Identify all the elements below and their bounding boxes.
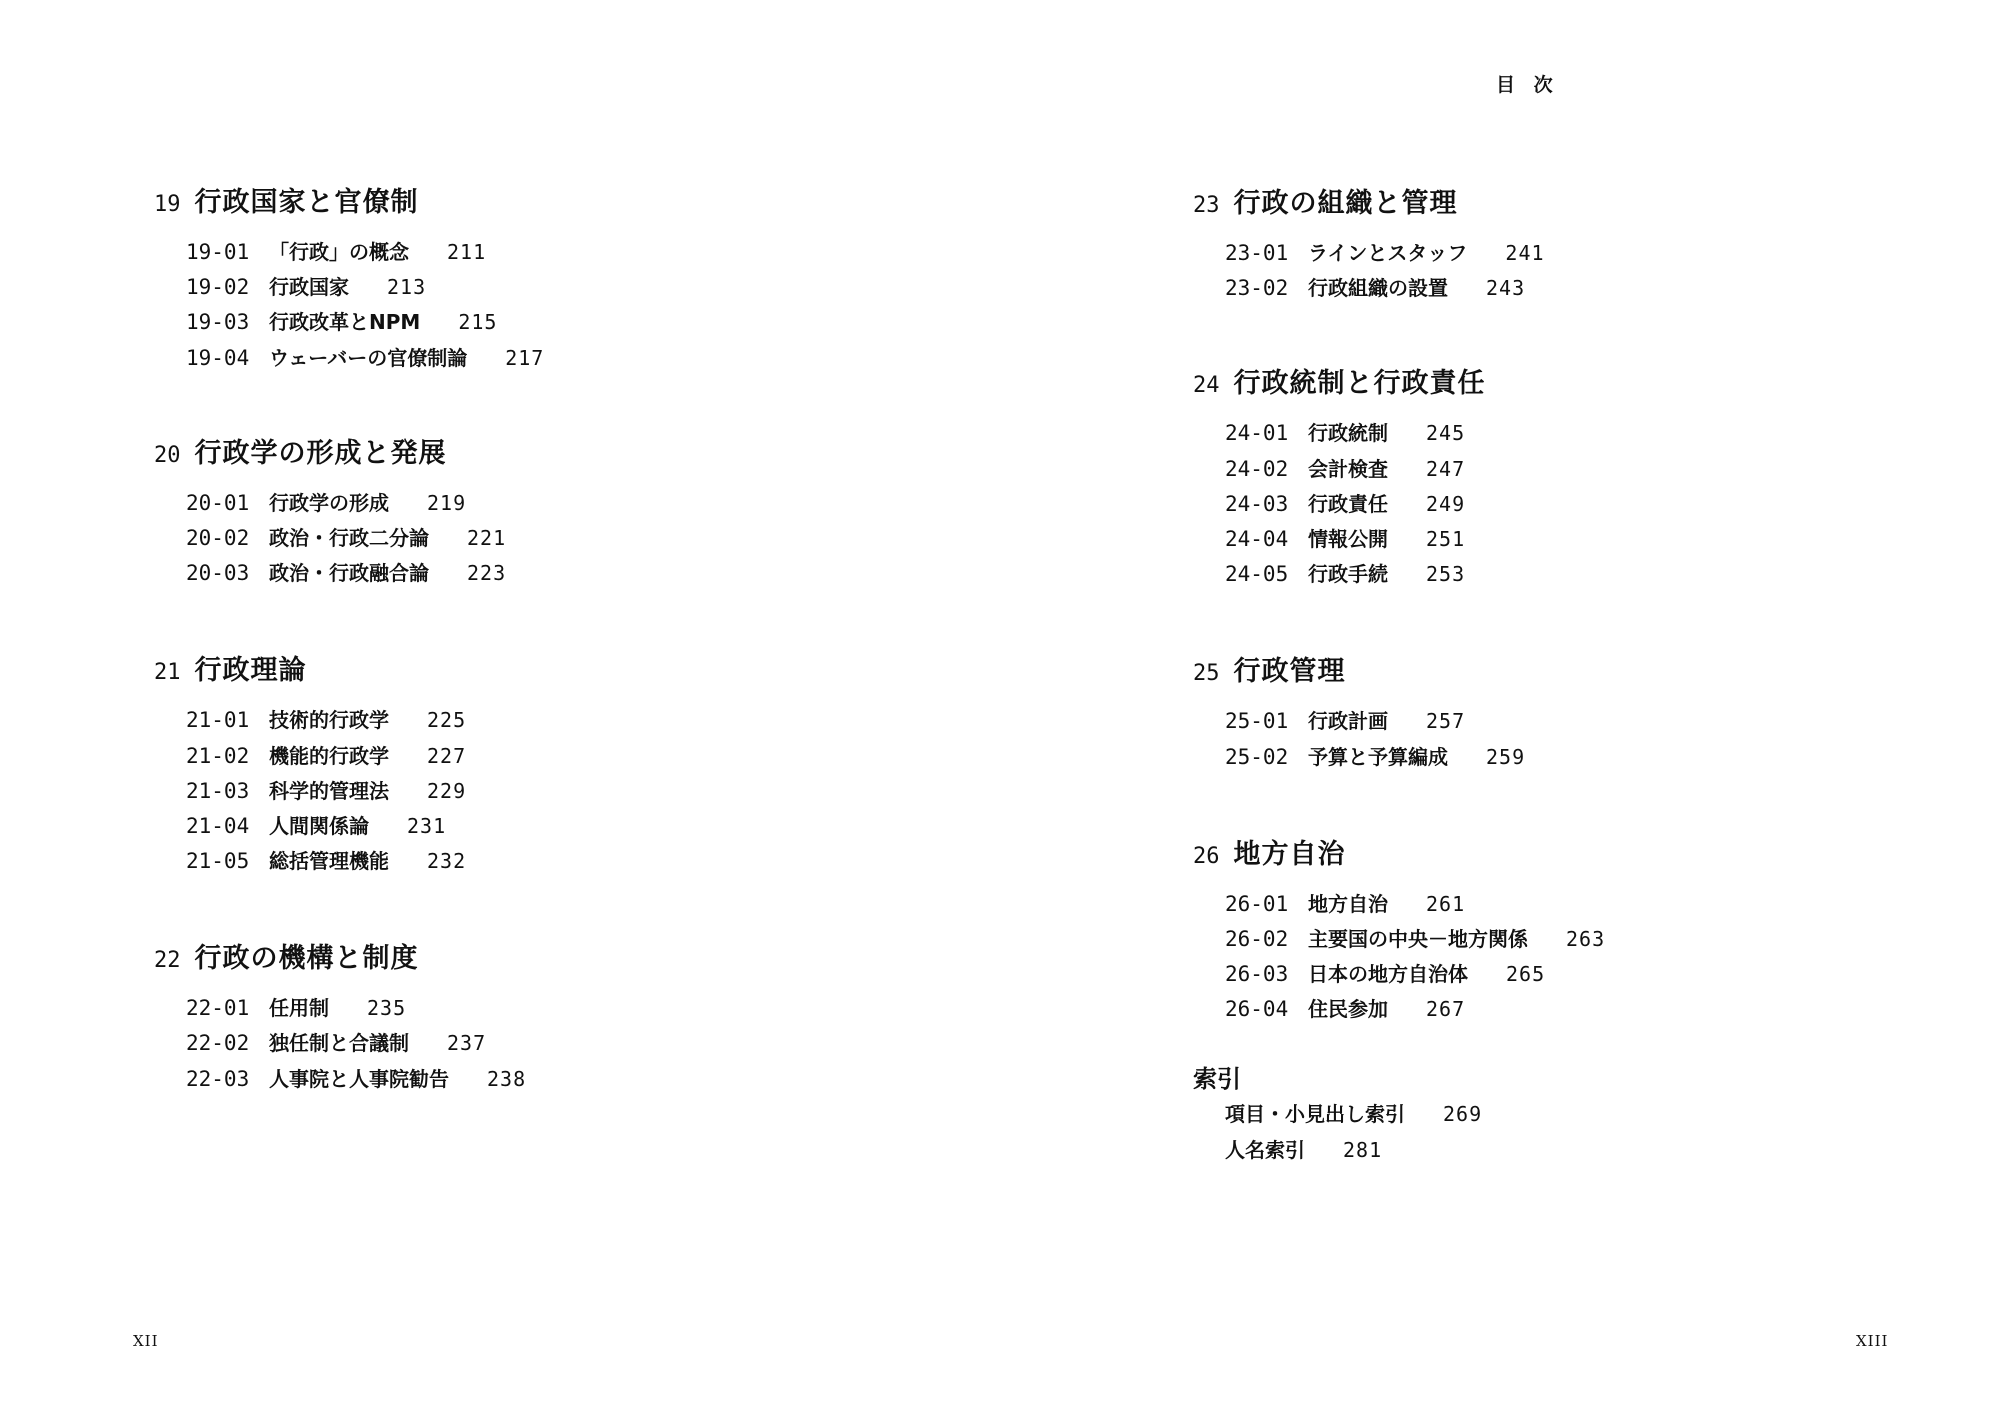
toc-entry[interactable]	[186, 1026, 544, 1061]
entry-code: 25-02	[1225, 744, 1289, 769]
toc-entry[interactable]	[186, 844, 544, 879]
entry-code: 26-03	[1225, 962, 1289, 987]
entry-page: 269	[1443, 1102, 1483, 1127]
toc-entry[interactable]	[186, 739, 544, 774]
entry-title: 会計検査	[1308, 456, 1388, 481]
entry-title: 技術的行政学	[269, 708, 389, 733]
entry-page: 232	[427, 849, 467, 874]
entry-title: 行政計画	[1308, 709, 1388, 734]
entry-page: 211	[447, 240, 487, 264]
chapter-number: 25	[1193, 661, 1220, 687]
entry-page: 261	[1426, 891, 1466, 916]
entry-code: 21-02	[186, 743, 250, 768]
toc-entry[interactable]	[1225, 452, 1605, 487]
chapter-title: 行政学の形成と発展	[194, 437, 447, 469]
entry-page: 281	[1343, 1137, 1383, 1162]
entry-list	[154, 991, 544, 1097]
entry-title: 行政統制	[1308, 421, 1388, 446]
chapter-19	[154, 183, 544, 376]
entry-code: 20-02	[186, 525, 250, 550]
entry-title: 行政手続	[1308, 562, 1388, 587]
toc-entry[interactable]	[186, 809, 544, 844]
toc-entry[interactable]	[1225, 704, 1605, 739]
chapter-title: 行政理論	[194, 655, 307, 687]
entry-page: 221	[467, 525, 507, 550]
entry-title: 科学的管理法	[269, 778, 389, 803]
entry-title: 行政学の形成	[269, 490, 389, 515]
toc-entry[interactable]	[186, 703, 544, 738]
entry-page: 253	[1426, 562, 1466, 587]
toc-right-column	[1193, 184, 1605, 1168]
toc-entry[interactable]	[186, 774, 544, 809]
entry-title: 政治・行政融合論	[269, 561, 429, 586]
index-entry[interactable]	[1225, 1097, 1605, 1132]
toc-entry[interactable]	[1225, 487, 1605, 522]
toc-entry[interactable]	[1225, 557, 1605, 592]
entry-title: 「行政」の概念	[269, 240, 409, 264]
entry-code: 26-02	[1225, 926, 1289, 951]
entry-code: 24-05	[1225, 562, 1289, 587]
entry-title: 行政組織の設置	[1308, 276, 1448, 301]
chapter-number: 26	[1193, 843, 1220, 869]
page-number-right: XIII	[1856, 1332, 1889, 1350]
entry-code: 24-03	[1225, 491, 1289, 516]
toc-entry[interactable]	[1225, 522, 1605, 557]
entry-code: 25-01	[1225, 709, 1289, 734]
entry-title: 人事院と人事院勧告	[269, 1066, 449, 1091]
chapter-title: 行政の機構と制度	[194, 943, 419, 975]
chapter-heading	[154, 434, 544, 474]
entry-page: 245	[1426, 421, 1466, 446]
entry-code: 21-03	[186, 778, 250, 803]
entry-page: 238	[487, 1066, 527, 1091]
entry-title: ラインとスタッフ	[1308, 241, 1468, 265]
entry-page: 241	[1505, 241, 1545, 265]
chapter-heading	[154, 651, 544, 691]
entry-code: 22-01	[186, 996, 250, 1021]
toc-entry[interactable]	[1225, 922, 1605, 957]
toc-entry[interactable]	[1225, 887, 1605, 922]
entry-page: 225	[427, 708, 467, 733]
chapter-number: 22	[154, 948, 181, 974]
entry-code: 19-03	[186, 310, 250, 335]
running-head: 目 次	[1496, 74, 1559, 96]
entry-page: 265	[1506, 962, 1546, 987]
entry-page: 223	[467, 561, 507, 586]
chapter-heading	[1193, 364, 1605, 404]
entry-code: 19-02	[186, 275, 250, 300]
entry-page: 257	[1426, 709, 1466, 734]
entry-code: 21-01	[186, 708, 250, 733]
entry-list	[1193, 704, 1605, 774]
entry-list	[154, 486, 544, 592]
entry-list	[1193, 887, 1605, 1028]
chapter-23	[1193, 184, 1605, 306]
entry-code: 26-01	[1225, 891, 1289, 916]
toc-entry[interactable]	[1225, 992, 1605, 1027]
entry-page: 231	[407, 813, 447, 838]
chapter-title: 行政統制と行政責任	[1233, 368, 1486, 400]
entry-title: 行政責任	[1308, 491, 1388, 516]
entry-title: 予算と予算編成	[1308, 744, 1448, 769]
entry-page: 229	[427, 778, 467, 803]
entry-code: 24-04	[1225, 526, 1289, 551]
entry-list	[1193, 236, 1605, 306]
entry-list	[154, 235, 544, 376]
chapter-number: 24	[1193, 373, 1220, 399]
entry-page: 235	[367, 996, 407, 1021]
entry-code: 23-01	[1225, 241, 1289, 265]
entry-title: 総括管理機能	[269, 849, 389, 874]
toc-entry[interactable]	[186, 556, 544, 591]
entry-code: 21-05	[186, 849, 250, 874]
chapter-heading	[1193, 652, 1605, 692]
toc-entry[interactable]	[1225, 957, 1605, 992]
entry-title: 住民参加	[1308, 997, 1388, 1022]
toc-entry[interactable]	[186, 486, 544, 521]
entry-code: 24-01	[1225, 421, 1289, 446]
entry-title: 任用制	[269, 996, 329, 1021]
toc-entry[interactable]	[1225, 271, 1605, 306]
entry-title: 人名索引	[1225, 1137, 1305, 1162]
chapter-22	[154, 939, 544, 1097]
entry-code: 22-02	[186, 1031, 250, 1056]
toc-entry[interactable]	[186, 341, 544, 376]
entry-title: 情報公開	[1308, 526, 1388, 551]
entry-title: 行政国家	[269, 275, 349, 300]
chapter-heading	[1193, 184, 1605, 224]
entry-page: 251	[1426, 526, 1466, 551]
entry-page: 267	[1426, 997, 1466, 1022]
toc-entry[interactable]	[186, 270, 544, 305]
entry-title: 独任制と合議制	[269, 1031, 409, 1056]
index-title: 索引	[1193, 1065, 1241, 1094]
entry-code: 19-04	[186, 345, 250, 370]
toc-entry[interactable]	[186, 235, 544, 270]
entry-page: 215	[458, 310, 498, 335]
entry-title: 機能的行政学	[269, 743, 389, 768]
page-number-left: XII	[133, 1332, 159, 1350]
entry-page: 263	[1566, 926, 1606, 951]
entry-title: 行政改革とNPM	[269, 310, 421, 335]
toc-entry[interactable]	[1225, 236, 1605, 271]
chapter-heading	[154, 183, 544, 223]
entry-page: 249	[1426, 491, 1466, 516]
entry-list	[154, 703, 544, 879]
chapter-heading	[1193, 835, 1605, 875]
entry-code: 20-01	[186, 490, 250, 515]
toc-entry[interactable]	[1225, 740, 1605, 775]
toc-entry[interactable]	[186, 521, 544, 556]
toc-entry[interactable]	[1225, 416, 1605, 451]
entry-code: 21-04	[186, 813, 250, 838]
entry-code: 22-03	[186, 1066, 250, 1091]
entry-title: 項目・小見出し索引	[1225, 1102, 1405, 1127]
toc-entry[interactable]	[186, 305, 544, 340]
entry-page: 217	[505, 345, 545, 370]
chapter-number: 23	[1193, 193, 1220, 218]
entry-page: 219	[427, 490, 467, 515]
index-entry[interactable]	[1225, 1133, 1605, 1168]
chapter-title: 行政の組織と管理	[1233, 188, 1458, 219]
entry-code: 23-02	[1225, 276, 1289, 301]
chapter-25	[1193, 652, 1605, 774]
toc-entry[interactable]	[186, 991, 544, 1026]
chapter-title: 行政管理	[1233, 656, 1346, 688]
entry-code: 26-04	[1225, 997, 1289, 1022]
chapter-title: 地方自治	[1233, 838, 1346, 870]
chapter-24	[1193, 364, 1605, 592]
index-entry-list	[1193, 1097, 1605, 1167]
entry-title: 人間関係論	[269, 813, 369, 838]
entry-page: 213	[387, 275, 427, 300]
chapter-number: 20	[154, 442, 181, 468]
chapter-number: 21	[154, 660, 181, 686]
chapter-title: 行政国家と官僚制	[194, 187, 419, 218]
entry-code: 24-02	[1225, 456, 1289, 481]
entry-page: 247	[1426, 456, 1466, 481]
chapter-number: 19	[154, 192, 181, 217]
toc-entry[interactable]	[186, 1062, 544, 1097]
entry-title: 日本の地方自治体	[1308, 962, 1468, 987]
entry-code: 20-03	[186, 561, 250, 586]
entry-page: 243	[1486, 276, 1526, 301]
entry-title: 主要国の中央－地方関係	[1308, 926, 1528, 951]
entry-title: 地方自治	[1308, 891, 1388, 916]
chapter-21	[154, 651, 544, 879]
entry-list	[1193, 416, 1605, 592]
index-section	[1193, 1061, 1605, 1167]
entry-page: 227	[427, 743, 467, 768]
entry-page: 237	[447, 1031, 487, 1056]
chapter-20	[154, 434, 544, 592]
chapter-26	[1193, 835, 1605, 1028]
entry-title: ウェーバーの官僚制論	[269, 345, 468, 370]
entry-page: 259	[1486, 744, 1526, 769]
entry-code: 19-01	[186, 240, 250, 264]
chapter-heading	[154, 939, 544, 979]
toc-left-column	[154, 183, 544, 1097]
entry-title: 政治・行政二分論	[269, 525, 429, 550]
